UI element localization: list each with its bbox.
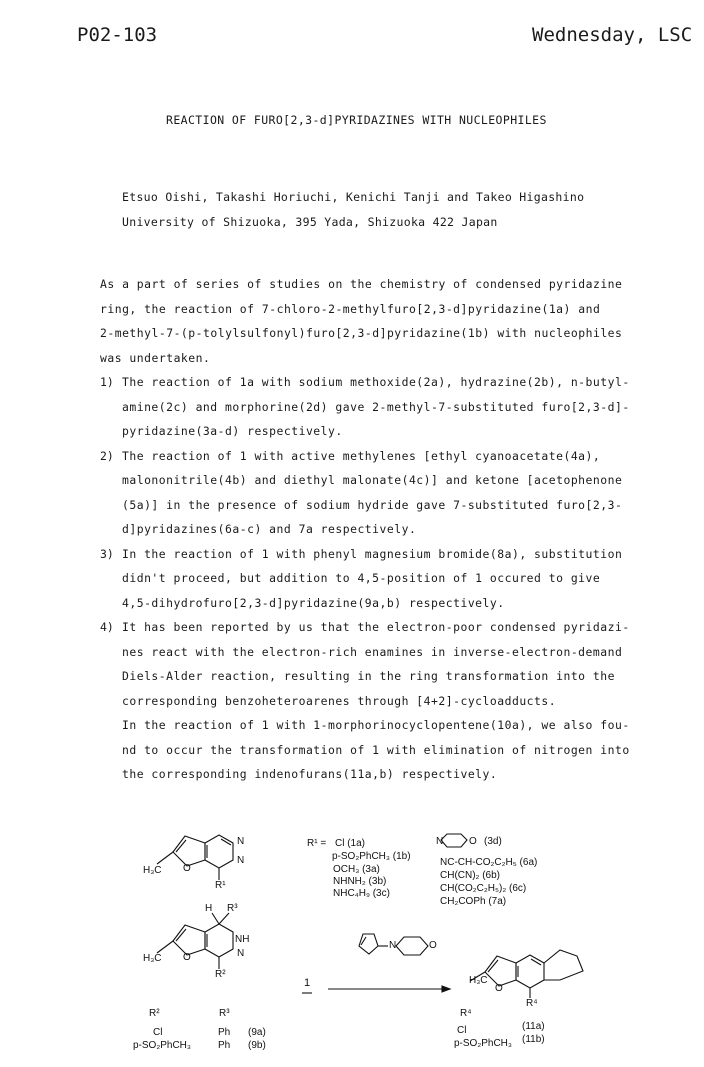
text-line: didn't proceed, but addition to 4,5-position of 1 occured to give bbox=[122, 571, 601, 585]
table9-cell: Cl bbox=[153, 1027, 163, 1038]
page-title: REACTION OF FURO[2,3-d]PYRIDAZINES WITH NUCLEOPHILES bbox=[166, 113, 547, 127]
text-line: It has been reported by us that the electron-poor condensed pyridazi- bbox=[122, 620, 630, 634]
text-line: ring, the reaction of 7-chloro-2-methylfuro[2,3-d]pyridazine(1a) and bbox=[100, 302, 601, 316]
reagent-o: O bbox=[429, 940, 437, 951]
table9-cell: (9b) bbox=[248, 1040, 266, 1051]
reaction-arrow-head bbox=[442, 986, 450, 992]
text-line: Diels-Alder reaction, resulting in the ring transformation into the bbox=[122, 669, 615, 683]
text-line: was undertaken. bbox=[100, 351, 211, 365]
methylene-value: CH(CO₂C₂H₅)₂ (6c) bbox=[440, 883, 527, 894]
table11-cell: Cl bbox=[457, 1025, 467, 1036]
methylene-value: NC-CH-CO₂C₂H₅ (6a) bbox=[440, 857, 538, 868]
table11-r4-head: R⁴ bbox=[460, 1008, 472, 1019]
text-line: d]pyridazines(6a-c) and 7a respectively. bbox=[122, 522, 417, 536]
list-number: 4) bbox=[100, 620, 114, 634]
text-line: nd to occur the transformation of 1 with elimination of nitrogen into bbox=[122, 743, 630, 757]
s2-h: H bbox=[205, 903, 213, 914]
r1-label: R¹ = bbox=[307, 838, 327, 849]
s2-h3c: H₃C bbox=[143, 953, 162, 964]
text-line: The reaction of 1 with active methylenes [ethyl cyanoacetate(4a), bbox=[122, 449, 601, 463]
p-r4: R⁴ bbox=[526, 998, 538, 1009]
s1-n2: N bbox=[237, 855, 245, 866]
text-line: pyridazine(3a-d) respectively. bbox=[122, 424, 343, 438]
table9-cell: p-SO₂PhCH₃ bbox=[133, 1040, 191, 1051]
p-h3c: H₃C bbox=[469, 975, 488, 986]
text-line: 4,5-dihydrofuro[2,3-d]pyridazine(9a,b) respectively. bbox=[122, 596, 505, 610]
s2-nh: NH bbox=[235, 934, 250, 945]
methylene-value: CH(CN)₂ (6b) bbox=[440, 870, 500, 881]
list-number: 3) bbox=[100, 547, 114, 561]
table11-cell: p-SO₂PhCH₃ bbox=[454, 1038, 512, 1049]
table11-cell: (11b) bbox=[522, 1034, 545, 1045]
morpholine-o: O bbox=[469, 836, 477, 847]
s2-n: N bbox=[237, 948, 245, 959]
table9-cell: Ph bbox=[218, 1027, 231, 1038]
s2-o: O bbox=[183, 952, 191, 963]
session-label: Wednesday, LSC bbox=[532, 24, 693, 46]
table9-cell: Ph bbox=[218, 1040, 231, 1051]
reagent-n: N bbox=[389, 940, 397, 951]
text-line: amine(2c) and morphorine(2d) gave 2-methyl-7-substituted furo[2,3-d]- bbox=[122, 400, 630, 414]
methylene-value: CH₂COPh (7a) bbox=[440, 896, 507, 907]
table9-r3-head: R³ bbox=[219, 1008, 230, 1019]
text-line: As a part of series of studies on the chemistry of condensed pyridazine bbox=[100, 277, 623, 291]
text-line: In the reaction of 1 with 1-morphorinocyclopentene(10a), we also fou- bbox=[122, 718, 630, 732]
morpholine-n: N bbox=[436, 836, 444, 847]
s1-n1: N bbox=[237, 836, 245, 847]
affiliation: University of Shizuoka, 395 Yada, Shizuoka 422 Japan bbox=[122, 215, 498, 229]
arrow-label: 1 bbox=[304, 977, 311, 989]
morpholine-ring bbox=[441, 834, 467, 847]
table11-cell: (11a) bbox=[522, 1021, 545, 1032]
table9-r2-head: R² bbox=[149, 1008, 160, 1019]
text-line: nes react with the electron-rich enamines in inverse-electron-demand bbox=[122, 645, 623, 659]
s1-h3c: H₃C bbox=[143, 865, 162, 876]
s1-r1: R¹ bbox=[215, 880, 226, 891]
morpholine-id: (3d) bbox=[484, 836, 502, 847]
product-bonds bbox=[470, 950, 583, 998]
structure-1-bonds bbox=[157, 835, 233, 880]
s2-r2: R² bbox=[215, 969, 226, 980]
text-line: (5a)] in the presence of sodium hydride gave 7-substituted furo[2,3- bbox=[122, 498, 623, 512]
p-o: O bbox=[495, 983, 503, 994]
abstract-code: P02-103 bbox=[77, 24, 158, 46]
r1-value: p-SO₂PhCH₃ (1b) bbox=[332, 851, 411, 862]
text-line: The reaction of 1a with sodium methoxide(2a), hydrazine(2b), n-butyl- bbox=[122, 375, 630, 389]
list-number: 2) bbox=[100, 449, 114, 463]
r1-value: NHC₄H₉ (3c) bbox=[333, 888, 390, 899]
text-line: 2-methyl-7-(p-tolylsulfonyl)furo[2,3-d]pyridazine(1b) with nucleophiles bbox=[100, 326, 623, 340]
r1-value: OCH₃ (3a) bbox=[333, 864, 380, 875]
list-number: 1) bbox=[100, 375, 114, 389]
r1-value: Cl (1a) bbox=[335, 838, 366, 849]
authors: Etsuo Oishi, Takashi Horiuchi, Kenichi Tanji and Takeo Higashino bbox=[122, 190, 585, 204]
text-line: In the reaction of 1 with phenyl magnesium bromide(8a), substitution bbox=[122, 547, 623, 561]
s2-r3: R³ bbox=[227, 903, 238, 914]
r1-value: NHNH₂ (3b) bbox=[333, 876, 387, 887]
table9-cell: (9a) bbox=[248, 1027, 266, 1038]
structure-2-bonds bbox=[157, 913, 233, 969]
s1-o: O bbox=[183, 863, 191, 874]
text-line: the corresponding indenofurans(11a,b) respectively. bbox=[122, 767, 498, 781]
text-line: corresponding benzoheteroarenes through [4+2]-cycloadducts. bbox=[122, 694, 557, 708]
text-line: malononitrile(4b) and diethyl malonate(4c)] and ketone [acetophenone bbox=[122, 473, 623, 487]
